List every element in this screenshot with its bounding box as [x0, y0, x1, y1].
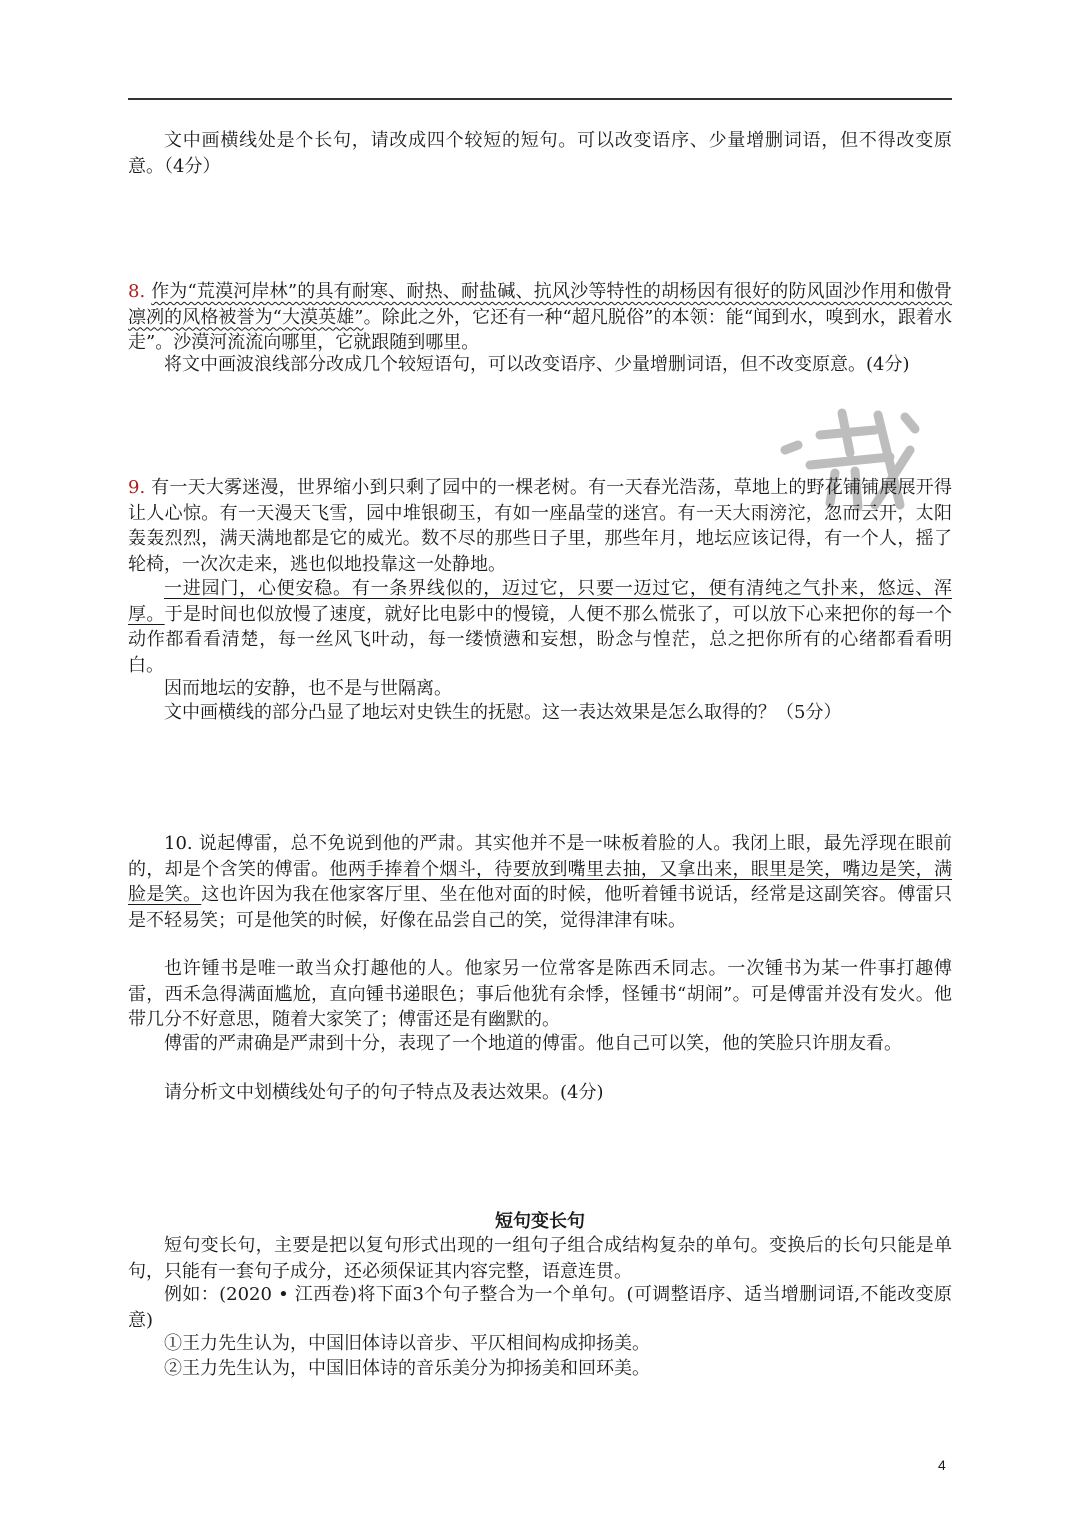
q9-para2 [128, 576, 952, 678]
q8-prompt: 将文中画波浪线部分改成几个较短语句，可以改变语序、少量增删词语，但不改变原意。(4分) [164, 354, 910, 375]
q10-underlined-text: 他两手捧着个烟斗，待要放到嘴里去抽，又拿出来，眼里是笑，嘴边是笑，满脸是笑。 [128, 858, 952, 905]
q10-para1-b: 这也许因为我在他家客厅里、坐在他对面的时候，他听着锺书说话，经常是这副笑容。傅雷只是不轻易笑；可是他笑的时候，好像在品尝自己的笑，觉得津津有味。 [128, 884, 953, 931]
q9-number: 9. [128, 477, 146, 498]
q9-para2-rest: 于是时间也似放慢了速度，就好比电影中的慢镜，人便不那么慌张了，可以放下心来把你的每一个动作都看看清楚，每一丝风飞叶动，每一缕愤懑和妄想，盼念与惶茫，总之把你所有的心绪都看看明白。 [128, 603, 952, 676]
q10-para1-a: 说起傅雷，总不免说到他的严肃。其实他并不是一味板着脸的人。我闭上眼，最先浮现在眼前的，却是个含笑的傅雷。 [128, 833, 952, 880]
q8-passage-rest: 。除此之外，它还有一种“超凡脱俗”的本领：能“闻到水，嗅到水，跟着水走”。沙漠河流流向哪里，它就跟随到哪里。 [128, 306, 953, 353]
q7-prompt [128, 128, 952, 179]
section-title: 短句变长句 [495, 1211, 585, 1232]
header-rule [128, 98, 952, 100]
q9-para1-text: 有一天大雾迷漫，世界缩小到只剩了园中的一棵老树。有一天春光浩荡，草地上的野花铺铺展展开得让人心惊。有一天漫天飞雪，园中堆银砌玉，有如一座晶莹的迷宫。有一天大雨滂沱，忽而云开，太阳轰轰烈烈，满天满地都是它的威光。数不尽的那些日子里，那些年月，地坛应该记得，有一个人，摇了轮椅，一次次走来，逃也似地投靠这一处静地。 [128, 477, 952, 575]
q10-para2: 也许锺书是唯一敢当众打趣他的人。他家另一位常客是陈西禾同志。一次锺书为某一件事打趣傅雷，西禾急得满面尴尬，直向锺书递眼色；事后他犹有余悸，怪锺书“胡闹”。可是傅雷并没有发火。他带几分不好意思，随着大家笑了；傅雷还是有幽默的。 [128, 958, 952, 1030]
example-item-2: ②王力先生认为，中国旧体诗的音乐美分为抑扬美和回环美。 [164, 1358, 650, 1379]
q8-passage [128, 279, 952, 356]
q10-prompt: 请分析文中划横线处句子的句子特点及表达效果。(4分) [164, 1082, 604, 1103]
q10-para1 [128, 831, 952, 933]
q7-prompt-text: 文中画横线处是个长句，请改成四个较短的短句。可以改变语序、少量增删词语，但不得改变原意。（4分） [128, 130, 952, 177]
q9-prompt: 文中画横线的部分凸显了地坛对史铁生的抚慰。这一表达效果是怎么取得的？（5分） [164, 702, 842, 723]
example-item-1: ①王力先生认为，中国旧体诗以音步、平仄相间构成抑扬美。 [164, 1333, 650, 1354]
q9-para1 [128, 475, 952, 577]
section-intro: 短句变长句，主要是把以复句形式出现的一组句子组合成结构复杂的单句。变换后的长句只能是单句，只能有一套句子成分，还必须保证其内容完整，语意连贯。 [128, 1235, 952, 1282]
q10-number: 10. [164, 833, 193, 854]
q8-wavy-underlined-text: 作为“荒漠河岸林”的具有耐寒、耐热、耐盐碱、抗风沙等特性的胡杨因有很好的防风固沙作用和傲骨凛冽的风格被誉为“大漠英雄” [128, 281, 952, 328]
q9-underlined-text: 一进园门，心便安稳。有一条界线似的，迈过它，只要一迈过它，便有清纯之气扑来，悠远、浑厚。 [128, 578, 952, 625]
q8-number: 8. [128, 281, 146, 302]
page-number: 4 [938, 1457, 946, 1473]
section-example: 例如：(2020 • 江西卷)将下面3个句子整合为一个单句。(可调整语序、适当增删词语,不能改变原意) [128, 1284, 952, 1331]
q9-para3: 因而地坛的安静，也不是与世隔离。 [164, 678, 452, 699]
q10-para3: 傅雷的严肃确是严肃到十分，表现了一个地道的傅雷。他自己可以笑，他的笑脸只许朋友看。 [164, 1033, 902, 1054]
